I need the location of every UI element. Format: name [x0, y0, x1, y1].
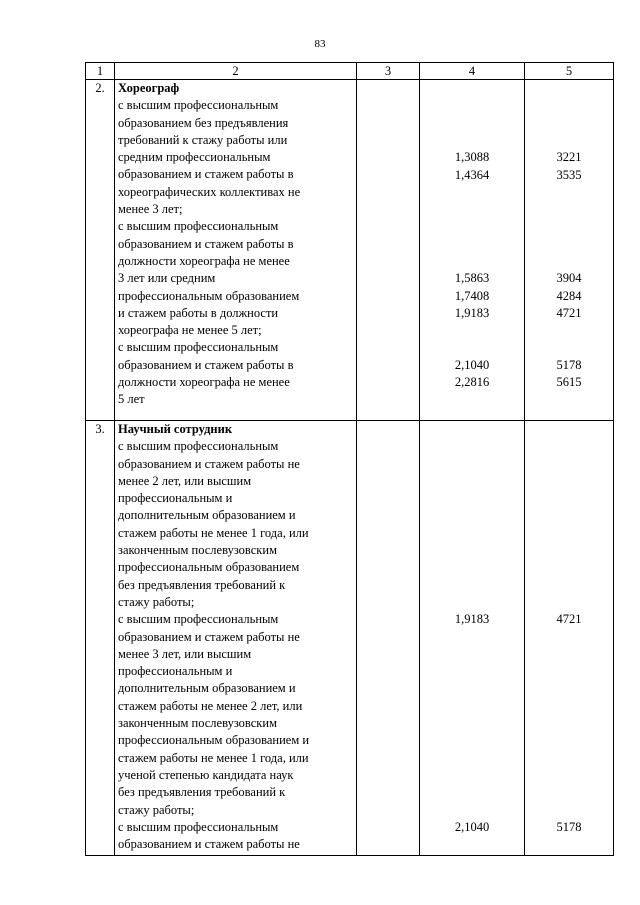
coefficient-column	[420, 80, 525, 421]
header-cell-3: 3	[357, 63, 420, 80]
description-line: дополнительным образованием и	[118, 681, 296, 696]
description-line: образованием и стажем работы не	[118, 456, 300, 471]
description-line: с высшим профессиональным	[118, 819, 279, 834]
description-line: с высшим профессиональным	[118, 612, 279, 627]
description-lines	[118, 438, 353, 853]
coefficient-value: 1,4364	[454, 167, 490, 182]
coefficient-value: 2,2816	[454, 375, 490, 390]
salary-value: 4721	[556, 305, 582, 320]
salary-value: 3221	[556, 150, 582, 165]
description-line: образованием и стажем работы в	[118, 167, 294, 182]
salary-value: 4721	[556, 612, 582, 627]
description-line: 5 лет	[118, 392, 145, 407]
description-line: должности хореографа не менее	[118, 253, 290, 268]
header-cell-4: 4	[420, 63, 525, 80]
coefficient-value: 2,1040	[454, 357, 490, 372]
description-line: должности хореографа не менее	[118, 375, 290, 390]
description-line: хореографа не менее 5 лет;	[118, 323, 262, 338]
description-line: законченным послевузовским	[118, 543, 277, 558]
description-line: с высшим профессиональным	[118, 219, 279, 234]
header-cell-2: 2	[115, 63, 357, 80]
description-line: стажу работы;	[118, 594, 195, 609]
salary-column	[525, 80, 614, 421]
description-line: ученой степенью кандидата наук	[118, 767, 294, 782]
coefficient-value: 1,9183	[454, 612, 490, 627]
description-line: стажем работы не менее 2 лет, или	[118, 698, 303, 713]
description-line: без предъявления требований к	[118, 577, 286, 592]
position-description	[115, 80, 357, 421]
row-number: 2.	[86, 80, 115, 421]
description-line: стажу работы;	[118, 802, 195, 817]
coefficient-value: 1,7408	[454, 288, 490, 303]
description-line: образованием и стажем работы не	[118, 837, 300, 852]
row-number: 3.	[86, 421, 115, 856]
description-line: законченным послевузовским	[118, 716, 277, 731]
empty-cell	[357, 80, 420, 421]
description-line: профессиональным образованием и	[118, 733, 310, 748]
salary-value: 5178	[556, 819, 582, 834]
coefficient-value: 1,5863	[454, 271, 490, 286]
table-header-row	[86, 63, 614, 80]
salary-value: 4284	[556, 288, 582, 303]
description-line: с высшим профессиональным	[118, 98, 279, 113]
description-line: 3 лет или средним	[118, 271, 216, 286]
coefficient-value: 2,1040	[454, 819, 490, 834]
page-number: 83	[314, 38, 326, 50]
coefficient-column	[420, 421, 525, 856]
coefficient-value: 1,9183	[454, 305, 490, 320]
description-line: образованием и стажем работы не	[118, 629, 300, 644]
salary-table	[85, 62, 614, 856]
description-line: образованием и стажем работы в	[118, 236, 294, 251]
description-line: средним профессиональным	[118, 150, 271, 165]
description-line: профессиональным и	[118, 664, 233, 679]
position-title: Хореограф	[118, 81, 180, 95]
description-line: стажем работы не менее 1 года, или	[118, 525, 309, 540]
salary-value: 3904	[556, 271, 582, 286]
description-line: менее 3 лет, или высшим	[118, 646, 252, 661]
coefficient-value: 1,3088	[454, 150, 490, 165]
position-title: Научный сотрудник	[118, 422, 233, 436]
salary-column	[525, 421, 614, 856]
description-line: с высшим профессиональным	[118, 340, 279, 355]
table-row	[86, 80, 614, 421]
salary-value: 3535	[556, 167, 582, 182]
description-line: стажем работы не менее 1 года, или	[118, 750, 309, 765]
description-line: менее 3 лет;	[118, 202, 183, 217]
description-line: менее 2 лет, или высшим	[118, 473, 252, 488]
description-lines	[118, 97, 353, 408]
table-row	[86, 421, 614, 856]
empty-cell	[357, 421, 420, 856]
description-line: хореографических коллективах не	[118, 184, 301, 199]
description-line: профессиональным и	[118, 491, 233, 506]
description-line: профессиональным образованием	[118, 288, 300, 303]
header-cell-1: 1	[86, 63, 115, 80]
description-line: профессиональным образованием	[118, 560, 300, 575]
position-description	[115, 421, 357, 856]
description-line: требований к стажу работы или	[118, 132, 288, 147]
description-line: без предъявления требований к	[118, 785, 286, 800]
description-line: дополнительным образованием и	[118, 508, 296, 523]
description-line: с высшим профессиональным	[118, 439, 279, 454]
salary-value: 5178	[556, 357, 582, 372]
description-line: образованием без предъявления	[118, 115, 289, 130]
description-line: образованием и стажем работы в	[118, 357, 294, 372]
salary-value: 5615	[556, 375, 582, 390]
header-cell-5: 5	[525, 63, 614, 80]
description-line: и стажем работы в должности	[118, 305, 279, 320]
